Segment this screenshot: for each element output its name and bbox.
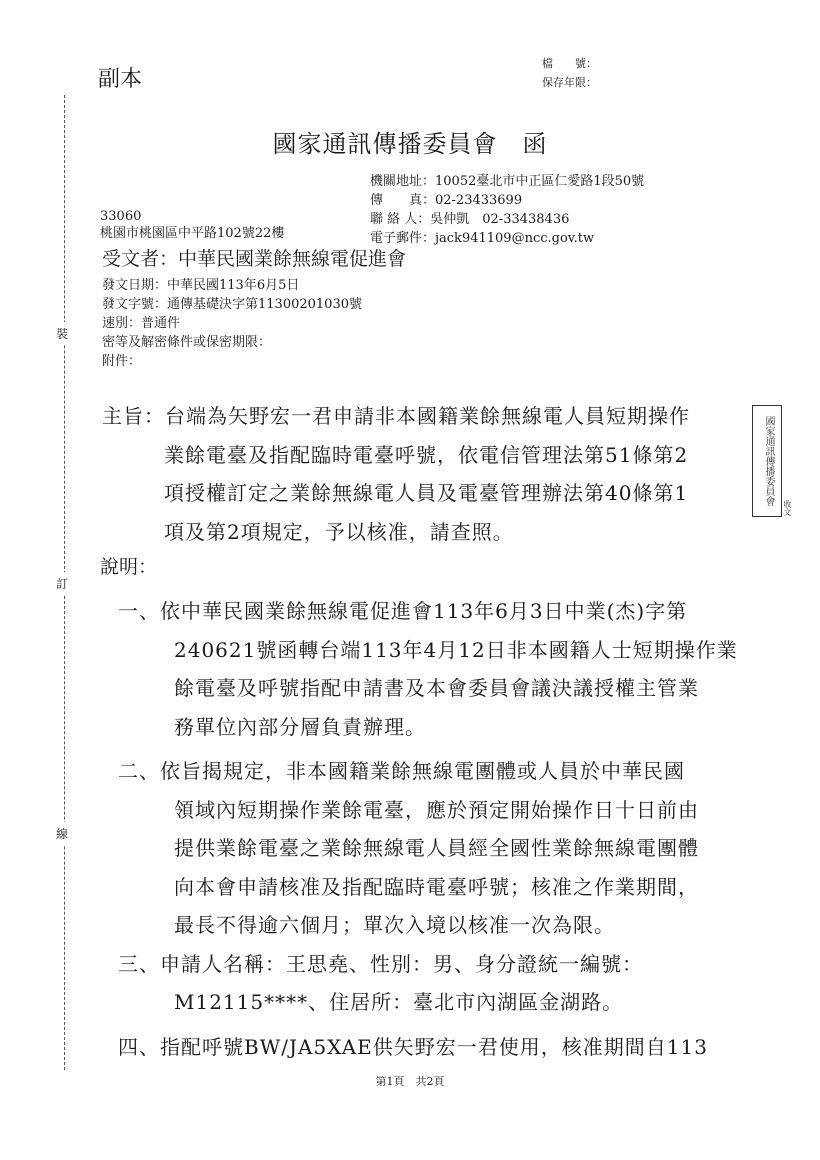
document-number: 發文字號：通傳基礎決字第11300201030號 <box>102 297 362 312</box>
explanation-items <box>118 592 738 1066</box>
file-info <box>542 54 597 92</box>
page-number: 第1頁 共2頁 <box>375 1075 445 1088</box>
file-number-label: 檔 號： <box>542 57 597 70</box>
binding-mark-ding: 訂 <box>56 572 68 595</box>
item-line: 餘電臺及呼號指配申請書及本會委員會議決議授權主管業 <box>174 676 699 700</box>
street-address: 桃園市桃園區中平路102號22樓 <box>100 226 285 241</box>
received-stamp: 國家通訊傳播委員會 <box>752 405 782 517</box>
subject-line: 主旨：台端為矢野宏一君申請非本國籍業餘無線電人員短期操作 <box>102 404 690 428</box>
item-line: 二、依旨揭規定，非本國籍業餘無線電團體或人員於中華民國 <box>118 759 685 783</box>
recipient-address <box>100 208 284 242</box>
retention-label: 保存年限： <box>542 76 597 89</box>
agency-address: 機關地址：10052臺北市中正區仁愛路1段50號 <box>370 174 645 189</box>
subject-line: 項及第2項規定，予以核准，請查照。 <box>164 519 514 544</box>
item-line: 240621號函轉台端113年4月12日非本國籍人士短期操作業 <box>174 637 738 662</box>
contact-person: 聯 絡 人：吳仲凱 02-33438436 <box>370 212 570 227</box>
postal-code: 33060 <box>100 209 142 224</box>
item-line: 向本會申請核准及指配臨時電臺呼號；核准之作業期間， <box>174 874 699 899</box>
item-line: M12115****、住居所：臺北市內湖區金湖路。 <box>174 990 624 1014</box>
explanation-item-1 <box>118 592 738 746</box>
item-line: 務單位內部分層負責辦理。 <box>174 714 426 739</box>
item-line: 一、依中華民國業餘無線電促進會113年6月3日中業(杰)字第 <box>118 599 688 623</box>
item-line: 最長不得逾六個月；單次入境以核准一次為限。 <box>174 913 615 937</box>
explanation-item-2 <box>118 752 738 945</box>
subject-paragraph <box>102 397 690 551</box>
item-line: 三、申請人名稱：王思堯、性別：男、身分證統一編號： <box>118 951 643 976</box>
binding-mark-xian: 線 <box>56 822 68 845</box>
subject-line: 項授權訂定之業餘無線電人員及電臺管理辦法第40條第1 <box>164 481 689 505</box>
binding-mark-zhuang: 裝 <box>56 322 68 345</box>
explanation-label: 說明： <box>100 556 158 578</box>
issue-date: 發文日期：中華民國113年6月5日 <box>102 278 300 293</box>
fax: 傳 真：02-23433699 <box>370 193 523 208</box>
agency-title: 國家通訊傳播委員會 函 <box>272 130 548 158</box>
explanation-item-3 <box>118 945 738 1022</box>
item-line: 提供業餘電臺之業餘無線電人員經全國性業餘無線電團體 <box>174 836 699 860</box>
email: 電子郵件：jack941109@ncc.gov.tw <box>370 231 595 246</box>
subject-line: 業餘電臺及指配臨時電臺呼號，依電信管理法第51條第2 <box>164 442 689 467</box>
secrecy-level: 密等及解密條件或保密期限： <box>102 335 272 350</box>
contact-block <box>370 172 644 248</box>
attachments: 附件： <box>102 354 142 369</box>
item-line: 四、指配呼號BW/JA5XAE供矢野宏一君使用，核准期間自113 <box>118 1034 708 1059</box>
copy-label: 副本 <box>98 67 143 92</box>
item-line: 領域內短期操作業餘電臺，應於預定開始操作日十日前由 <box>174 797 699 822</box>
explanation-item-4 <box>118 1028 738 1067</box>
recipient: 受文者：中華民國業餘無線電促進會 <box>102 248 407 270</box>
document-meta <box>102 276 362 371</box>
received-stamp-label: 收文 <box>783 500 792 516</box>
delivery-speed: 速別：普通件 <box>102 316 181 331</box>
